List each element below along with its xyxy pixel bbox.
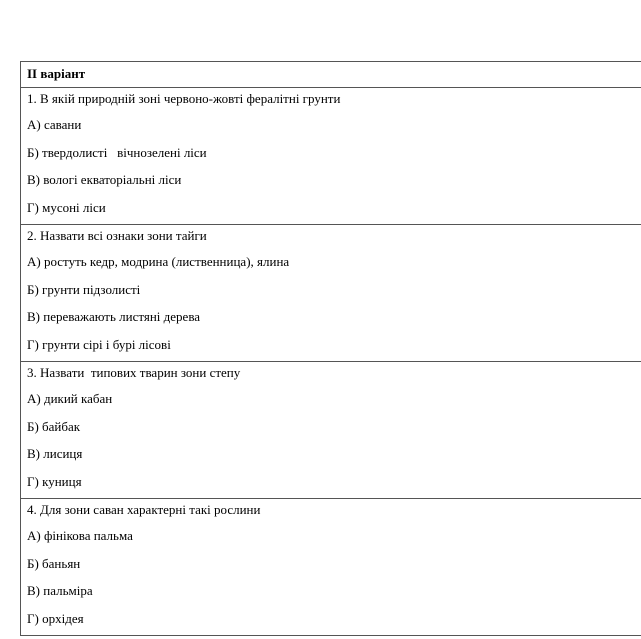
- answer-option-a: А) дикий кабан: [27, 391, 113, 406]
- question-text: 2. Назвати всі ознаки зони тайги: [27, 228, 207, 243]
- question-text: 3. Назвати типових тварин зони степу: [27, 365, 241, 380]
- answer-option-d: Г) мусоні ліси: [27, 199, 106, 215]
- question-text: 4. Для зони саван характерні такі рослини: [27, 502, 261, 517]
- question-text: 1. В якій природній зоні червоно-жовті фералітні грунти: [27, 91, 341, 106]
- answer-option-c: В) вологі екваторіальні ліси: [27, 172, 182, 187]
- answer-option-a: А) ростуть кедр, модрина (лиственница), ялина: [27, 254, 290, 269]
- answer-option-d: Г) орхідея: [27, 610, 84, 626]
- answer-option-a: А) савани: [27, 117, 82, 132]
- quiz-table: [20, 61, 641, 636]
- question-4: [21, 499, 641, 636]
- answer-option-c: В) переважають листяні дерева: [27, 309, 201, 324]
- answer-option-b: Б) баньян: [27, 555, 81, 571]
- question-3: [21, 362, 641, 499]
- answer-option-c: В) пальміра: [27, 583, 93, 598]
- question-2: [21, 225, 641, 362]
- answer-option-b: Б) грунти підзолисті: [27, 281, 141, 297]
- answer-option-d: Г) грунти сірі і бурі лісові: [27, 336, 171, 352]
- answer-option-a: А) фінікова пальма: [27, 528, 133, 543]
- answer-option-d: Г) куниця: [27, 473, 82, 489]
- question-1: [21, 88, 641, 225]
- answer-option-c: В) лисиця: [27, 446, 83, 461]
- variant-header: ІІ варіант: [21, 62, 641, 88]
- answer-option-b: Б) байбак: [27, 418, 81, 434]
- answer-option-b: Б) твердолисті вічнозелені ліси: [27, 144, 207, 160]
